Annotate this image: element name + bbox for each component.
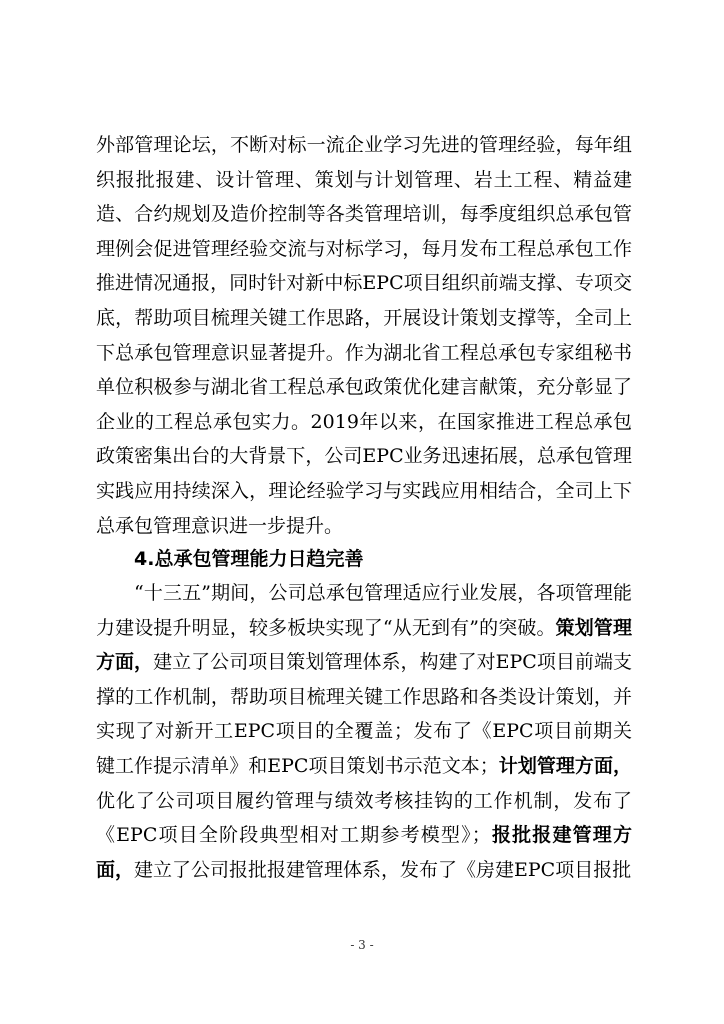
body-paragraph-2 [96, 576, 632, 887]
section-heading: 4.总承包管理能力日趋完善 [134, 548, 364, 570]
paragraph-2-text-2: 建立了公司项目策划管理体系，构建了对EPC项目前端支撑的工作机制，帮助项目梳理关键工作思路和各类设计策划，并实现了对新开工EPC项目的全覆盖；发布了《EPC项目前期关键工作提示清单》和EPC项目策划书示范文本； [96, 651, 632, 777]
body-paragraph-1: 外部管理论坛，不断对标一流企业学习先进的管理经验，每年组织报批报建、设计管理、策划与计划管理、岩土工程、精益建造、合约规划及造价控制等各类管理培训，每季度组织总承包管理例会促进管理经验交流与对标学习，每月发布工程总承包工作推进情况通报，同时针对新中标EPC项目组织前端支撑、专项交底，帮助项目梳理关键工作思路，开展设计策划支撑等，全司上下总承包管理意识显著提升。作为湖北省工程总承包专家组秘书单位积极参与湖北省工程总承包政策优化建言献策，充分彰显了企业的工程总承包实力。2019年以来，在国家推进工程总承包政策密集出台的大背景下，公司EPC业务迅速拓展，总承包管理实践应用持续深入，理论经验学习与实践应用相结合，全司上下总承包管理意识进一步提升。 [96, 134, 632, 537]
paragraph-2-text-4: 建立了公司报批报建管理体系，发布了《房建EPC项目报批 [134, 858, 632, 881]
bold-term-planning: 策划管理方面， [96, 616, 632, 674]
paragraph-2-text-1: “十三五”期间，公司总承包管理适应行业发展，各项管理能力建设提升明显，较多板块实现了“从无到有”的突破。 [96, 582, 632, 639]
paragraph-2-text-3: 优化了公司项目履约管理与绩效考核挂钩的工作机制，发布了《EPC项目全阶段典型相对工期参考模型》； [96, 789, 632, 847]
bold-term-approval: 报批报建管理方面， [96, 824, 632, 881]
bold-term-schedule: 计划管理方面， [498, 754, 632, 777]
page-number: - 3 - [350, 938, 374, 952]
